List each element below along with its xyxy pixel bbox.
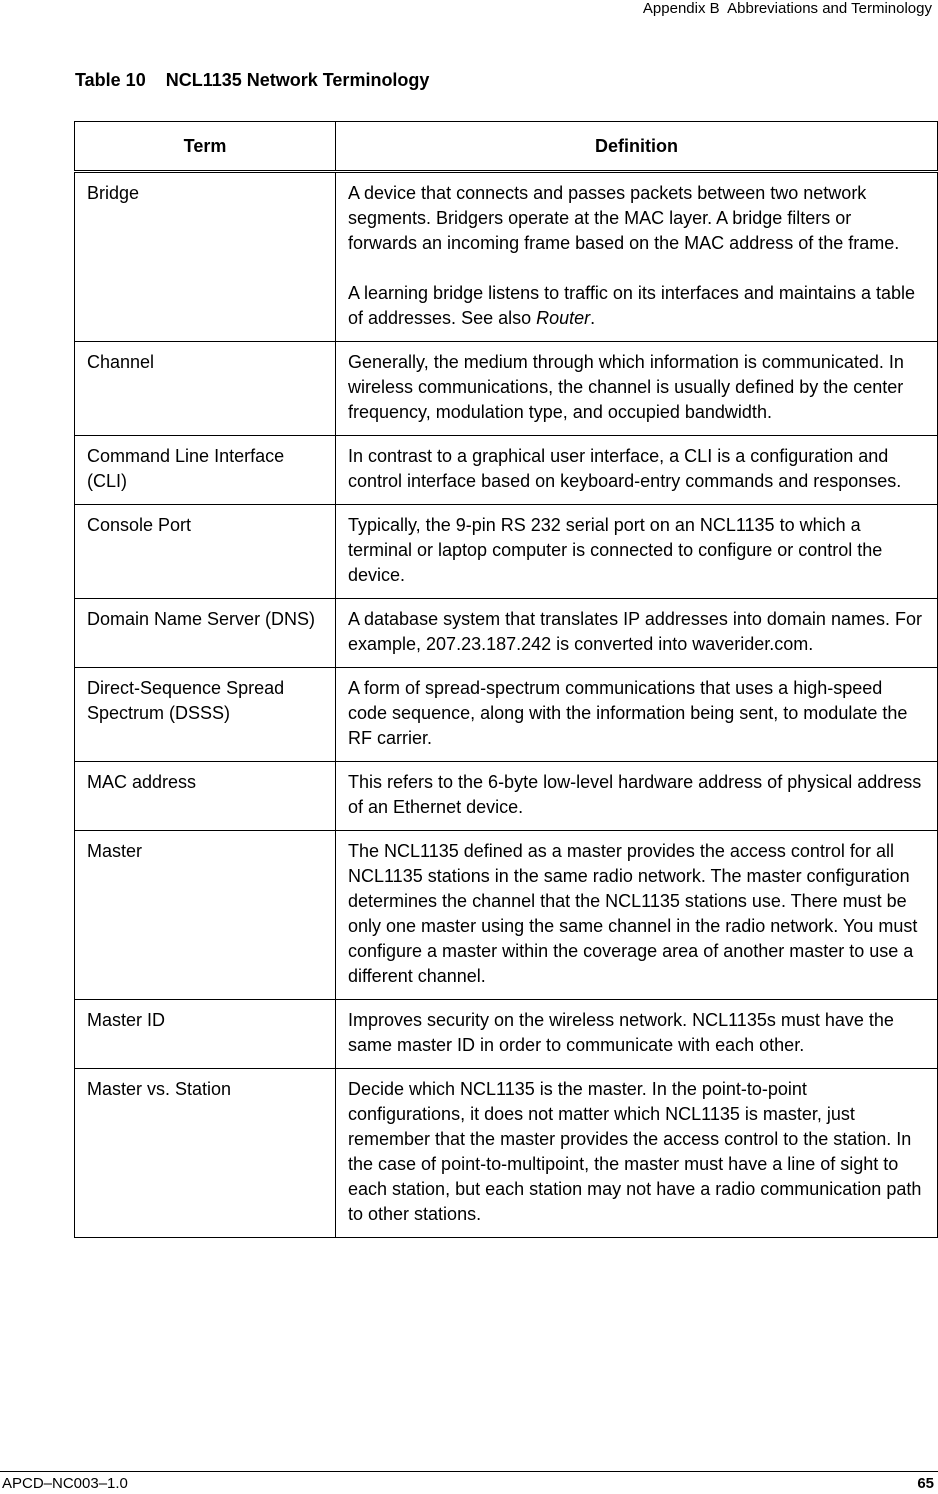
table-row <box>75 1069 938 1238</box>
definition-cell: Improves security on the wireless network. NCL1135s must have the same master ID in order to communicate with each other. <box>336 1000 938 1069</box>
footer-rule <box>0 1471 938 1472</box>
term-cell: Master vs. Station <box>75 1069 336 1238</box>
table-header-row <box>75 122 938 172</box>
table-row <box>75 668 938 762</box>
table-row <box>75 831 938 1000</box>
term-cell: Command Line Interface (CLI) <box>75 436 336 505</box>
term-cell: Master <box>75 831 336 1000</box>
term-cell: Domain Name Server (DNS) <box>75 599 336 668</box>
term-cell: Console Port <box>75 505 336 599</box>
table-row <box>75 1000 938 1069</box>
definition-cell: This refers to the 6-byte low-level hardware address of physical address of an Ethernet device. <box>336 762 938 831</box>
definition-cell: The NCL1135 defined as a master provides the access control for all NCL1135 stations in the same radio network. The master configuration determines the channel that the NCL1135 stations use. There must be only one master using the same channel in the radio network. You must configure a master within the coverage area of another master to use a different channel. <box>336 831 938 1000</box>
page-number: 65 <box>917 1475 934 1492</box>
terminology-table <box>74 121 938 1238</box>
term-cell: Master ID <box>75 1000 336 1069</box>
table-row <box>75 505 938 599</box>
definition-cell: Generally, the medium through which information is communicated. In wireless communications, the channel is usually defined by the center frequency, modulation type, and occupied bandwidth. <box>336 342 938 436</box>
term-cell: Direct-Sequence Spread Spectrum (DSSS) <box>75 668 336 762</box>
term-cell: MAC address <box>75 762 336 831</box>
definition-text: . <box>590 308 596 328</box>
definition-cell: In contrast to a graphical user interface, a CLI is a configuration and control interface based on keyboard-entry commands and responses. <box>336 436 938 505</box>
table-row <box>75 762 938 831</box>
term-cell: Bridge <box>75 172 336 342</box>
running-header: Appendix B Abbreviations and Terminology <box>642 0 932 17</box>
definition-paragraph: A device that connects and passes packets between two network segments. Bridgers operate at the MAC layer. A bridge filters or forwards an incoming frame based on the MAC address of the frame. <box>348 183 900 253</box>
term-cell: Channel <box>75 342 336 436</box>
definition-cell: Typically, the 9-pin RS 232 serial port on an NCL1135 to which a terminal or laptop computer is connected to configure or control the device. <box>336 505 938 599</box>
table-row <box>75 599 938 668</box>
definition-cell: A form of spread-spectrum communications that uses a high-speed code sequence, along with the information being sent, to modulate the RF carrier. <box>336 668 938 762</box>
column-header-definition: Definition <box>336 122 938 172</box>
cross-reference: Router <box>536 308 591 328</box>
column-header-term: Term <box>75 122 336 172</box>
table-row <box>75 172 938 342</box>
table-caption: Table 10 NCL1135 Network Terminology <box>75 70 430 90</box>
definition-cell: A database system that translates IP addresses into domain names. For example, 207.23.187.242 is converted into waverider.com. <box>336 599 938 668</box>
definition-text: A learning bridge listens to traffic on its interfaces and maintains a table of addresses. See also <box>348 283 915 328</box>
definition-cell <box>336 172 938 342</box>
document-id: APCD–NC003–1.0 <box>2 1475 128 1492</box>
definition-paragraph <box>348 281 925 331</box>
table-row <box>75 342 938 436</box>
table-row <box>75 436 938 505</box>
definition-cell: Decide which NCL1135 is the master. In the point-to-point configurations, it does not matter which NCL1135 is master, just remember that the master provides the access control to the station. In the case of point-to-multipoint, the master must have a line of sight to each station, but each station may not have a radio communication path to other stations. <box>336 1069 938 1238</box>
